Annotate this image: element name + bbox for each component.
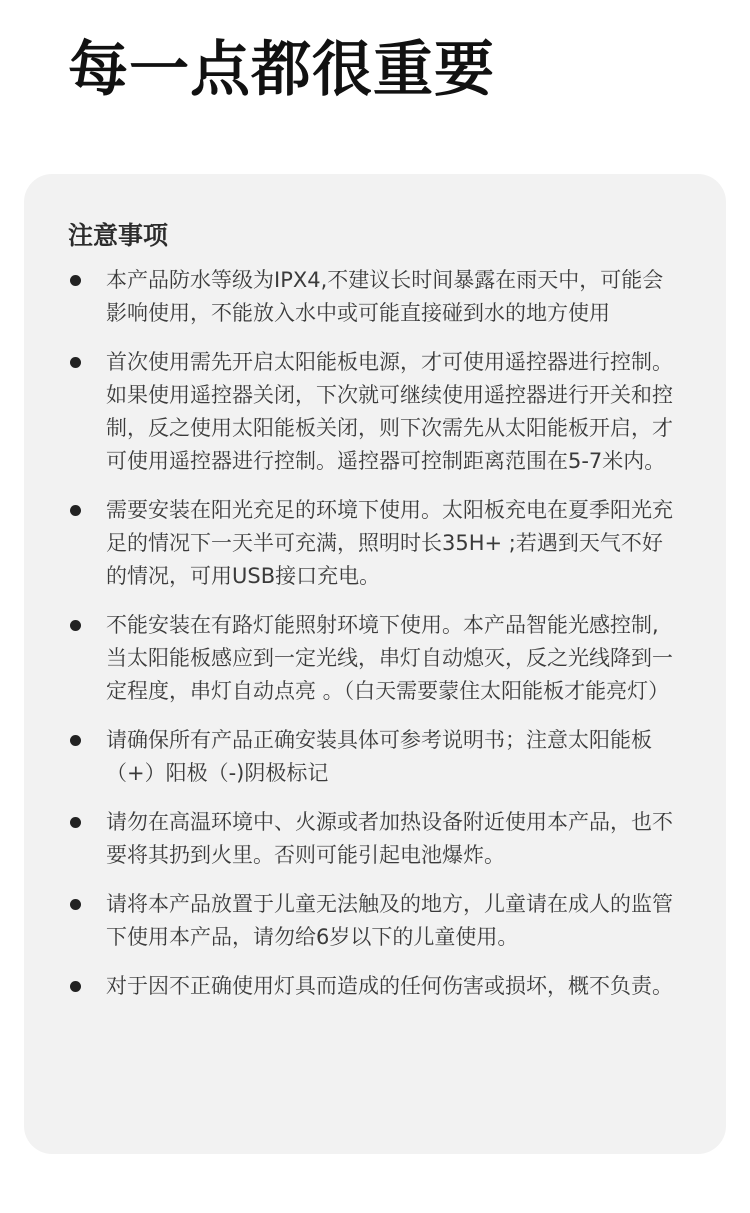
notice-list: [68, 264, 680, 1003]
notice-item: [68, 609, 680, 708]
notice-item-text: 本产品防水等级为IPX4,不建议长时间暴露在雨天中，可能会影响使用，不能放入水中或可能直接碰到水的地方使用: [106, 268, 664, 325]
notice-item: [68, 806, 680, 872]
notice-item-text: 请将本产品放置于儿童无法触及的地方，儿童请在成人的监管下使用本产品，请勿给6岁以下的儿童使用。: [106, 892, 673, 949]
notice-item: [68, 724, 680, 790]
bullet-dot-icon: [70, 620, 81, 631]
bullet-dot-icon: [70, 817, 81, 828]
bullet-dot-icon: [70, 357, 81, 368]
notice-item-text: 对于因不正确使用灯具而造成的任何伤害或损坏，概不负责。: [106, 974, 673, 998]
notice-item-text: 需要安装在阳光充足的环境下使用。太阳板充电在夏季阳光充足的情况下一天半可充满，照明时长35H+ ;若遇到天气不好的情况，可用USB接口充电。: [106, 498, 673, 588]
notice-item: [68, 970, 680, 1003]
bullet-dot-icon: [70, 981, 81, 992]
notice-item-text: 请确保所有产品正确安装具体可参考说明书；注意太阳能板（+）阳极（-)阴极标记: [106, 728, 652, 785]
notice-item: [68, 888, 680, 954]
notice-item-text: 不能安装在有路灯能照射环境下使用。本产品智能光感控制, 当太阳能板感应到一定光线，串灯自动熄灭，反之光线降到一定程度，串灯自动点亮 。（白天需要蒙住太阳能板才能亮灯）: [106, 613, 673, 703]
notice-card: [24, 174, 726, 1154]
bullet-dot-icon: [70, 899, 81, 910]
bullet-dot-icon: [70, 275, 81, 286]
page-headline: 每一点都很重要: [68, 35, 495, 105]
bullet-dot-icon: [70, 505, 81, 516]
notice-item-text: 请勿在高温环境中、火源或者加热设备附近使用本产品，也不要将其扔到火里。否则可能引起电池爆炸。: [106, 810, 673, 867]
notice-title: 注意事项: [68, 221, 169, 250]
notice-item: [68, 494, 680, 593]
bullet-dot-icon: [70, 735, 81, 746]
notice-item-text: 首次使用需先开启太阳能板电源，才可使用遥控器进行控制。如果使用遥控器关闭，下次就可继续使用遥控器进行开关和控制，反之使用太阳能板关闭，则下次需先从太阳能板开启，才可使用遥控器进行控制。遥控器可控制距离范围在5-7米内。: [106, 350, 673, 473]
notice-item: [68, 346, 680, 478]
notice-item: [68, 264, 680, 330]
